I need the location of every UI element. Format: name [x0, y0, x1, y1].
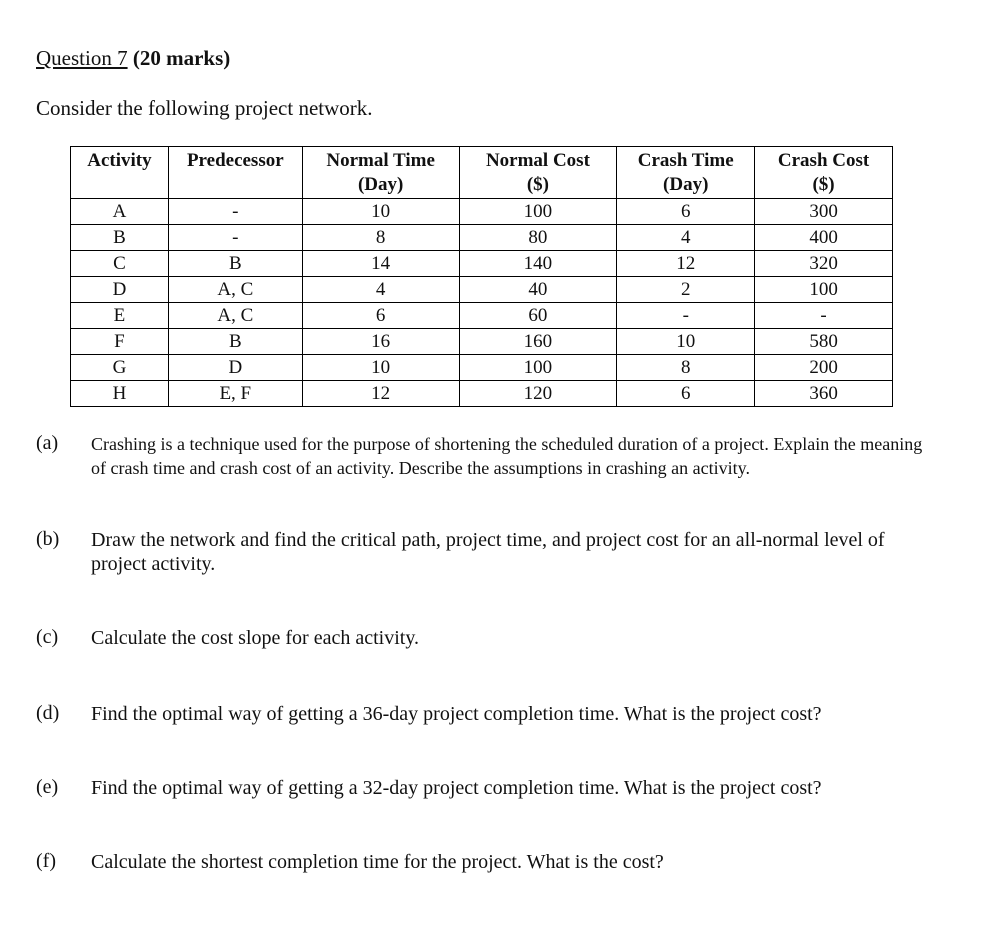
cell-crash-time: 10 — [617, 329, 755, 355]
part-a-letter: (a) — [36, 432, 59, 454]
cell-predecessor: A, C — [168, 303, 302, 329]
cell-normal-cost: 80 — [459, 225, 617, 251]
table-header-row — [71, 147, 893, 199]
question-title — [36, 46, 230, 71]
cell-crash-time: 12 — [617, 251, 755, 277]
header-predecessor: Predecessor — [168, 147, 302, 199]
cell-predecessor: A, C — [168, 277, 302, 303]
question-marks: (20 marks) — [132, 46, 231, 70]
cell-normal-time: 8 — [302, 225, 459, 251]
header-normal-cost: Normal Cost ($) — [459, 147, 617, 199]
table-row — [71, 303, 893, 329]
cell-predecessor: E, F — [168, 381, 302, 407]
cell-crash-time: 8 — [617, 355, 755, 381]
cell-crash-cost: 360 — [755, 381, 893, 407]
table-row — [71, 329, 893, 355]
table-row — [71, 355, 893, 381]
cell-activity: C — [71, 251, 169, 277]
cell-normal-time: 10 — [302, 199, 459, 225]
cell-predecessor: B — [168, 329, 302, 355]
cell-normal-cost: 100 — [459, 355, 617, 381]
cell-activity: G — [71, 355, 169, 381]
project-table — [70, 146, 893, 407]
cell-normal-time: 16 — [302, 329, 459, 355]
cell-crash-cost: 100 — [755, 277, 893, 303]
table-row — [71, 225, 893, 251]
table-row — [71, 251, 893, 277]
cell-normal-cost: 120 — [459, 381, 617, 407]
cell-crash-time: 6 — [617, 381, 755, 407]
part-b-letter: (b) — [36, 528, 60, 550]
header-activity: Activity — [71, 147, 169, 199]
question-label: Question 7 — [36, 46, 128, 70]
cell-predecessor: B — [168, 251, 302, 277]
cell-normal-cost: 140 — [459, 251, 617, 277]
cell-normal-cost: 160 — [459, 329, 617, 355]
table-row — [71, 277, 893, 303]
part-c-letter: (c) — [36, 626, 59, 648]
part-a-text: Crashing is a technique used for the purpose of shortening the scheduled duration of a project. Explain the meaning of crash time and crash cost of an activity. Describe the assumptions in crashing an activity. — [91, 434, 923, 478]
cell-predecessor: - — [168, 225, 302, 251]
cell-normal-cost: 60 — [459, 303, 617, 329]
part-b-text: Draw the network and find the critical path, project time, and project cost for an all-normal level of project activity. — [91, 529, 885, 575]
cell-normal-time: 10 — [302, 355, 459, 381]
cell-crash-cost: 400 — [755, 225, 893, 251]
part-c-text: Calculate the cost slope for each activity. — [91, 627, 420, 649]
cell-activity: D — [71, 277, 169, 303]
part-e-letter: (e) — [36, 776, 59, 798]
cell-crash-time: 2 — [617, 277, 755, 303]
cell-activity: H — [71, 381, 169, 407]
cell-activity: A — [71, 199, 169, 225]
cell-crash-time: - — [617, 303, 755, 329]
header-normal-time: Normal Time (Day) — [302, 147, 459, 199]
cell-crash-cost: 320 — [755, 251, 893, 277]
part-e-text: Find the optimal way of getting a 32-day project completion time. What is the project cost? — [91, 777, 822, 799]
cell-crash-cost: 300 — [755, 199, 893, 225]
cell-predecessor: D — [168, 355, 302, 381]
cell-normal-time: 4 — [302, 277, 459, 303]
cell-activity: F — [71, 329, 169, 355]
cell-crash-cost: 580 — [755, 329, 893, 355]
cell-activity: B — [71, 225, 169, 251]
cell-crash-time: 6 — [617, 199, 755, 225]
table-row — [71, 381, 893, 407]
cell-crash-cost: 200 — [755, 355, 893, 381]
part-d-letter: (d) — [36, 702, 60, 724]
cell-normal-time: 12 — [302, 381, 459, 407]
part-f-letter: (f) — [36, 850, 56, 872]
table-row — [71, 199, 893, 225]
header-crash-cost: Crash Cost ($) — [755, 147, 893, 199]
cell-predecessor: - — [168, 199, 302, 225]
cell-crash-time: 4 — [617, 225, 755, 251]
cell-normal-cost: 100 — [459, 199, 617, 225]
question-intro: Consider the following project network. — [36, 96, 373, 120]
cell-crash-cost: - — [755, 303, 893, 329]
part-d-text: Find the optimal way of getting a 36-day project completion time. What is the project cost? — [91, 703, 822, 725]
cell-normal-cost: 40 — [459, 277, 617, 303]
cell-activity: E — [71, 303, 169, 329]
cell-normal-time: 6 — [302, 303, 459, 329]
header-crash-time: Crash Time (Day) — [617, 147, 755, 199]
cell-normal-time: 14 — [302, 251, 459, 277]
part-f-text: Calculate the shortest completion time for the project. What is the cost? — [91, 851, 664, 873]
